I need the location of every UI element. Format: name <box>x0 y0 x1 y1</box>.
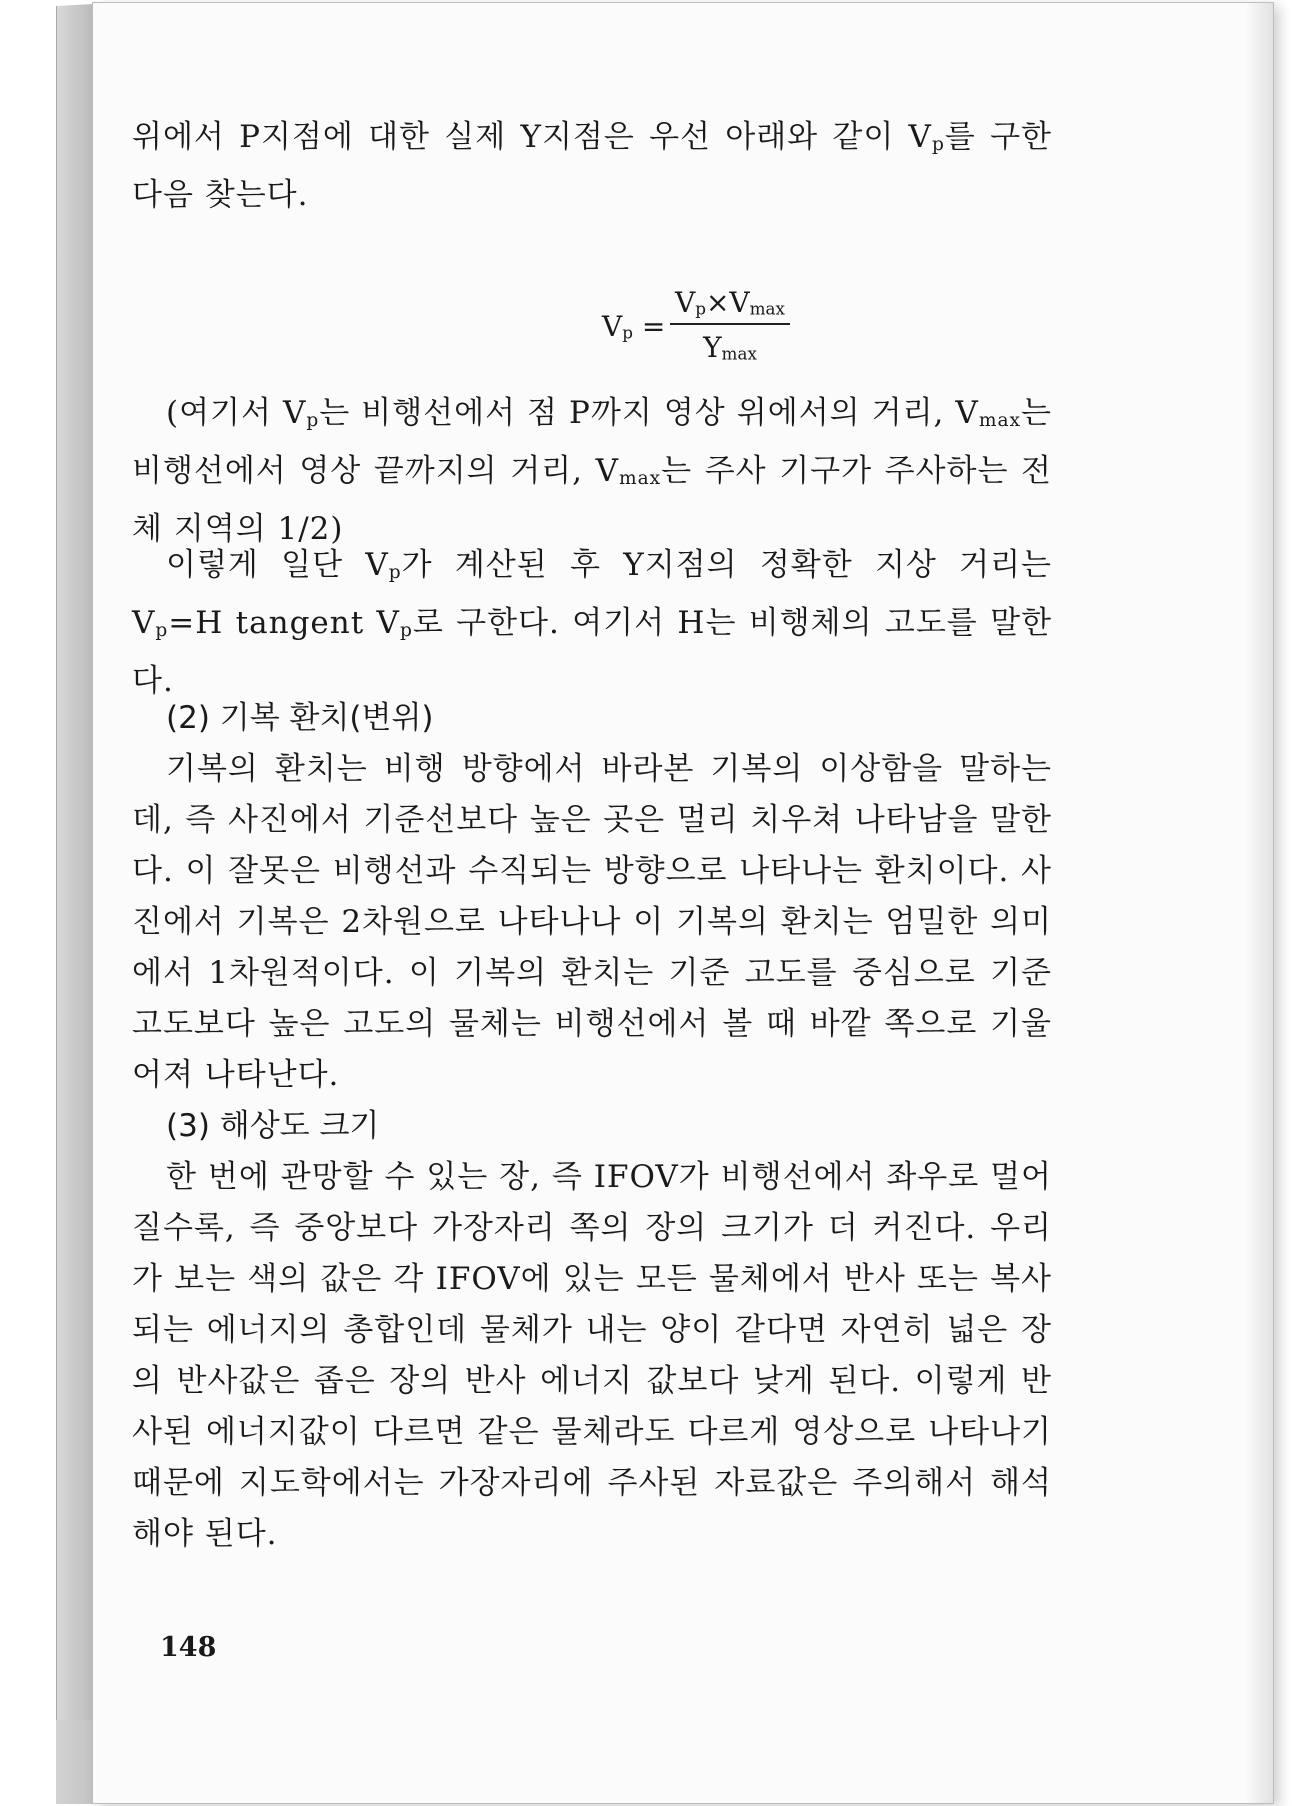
page-number: 148 <box>160 1632 217 1663</box>
calculation-text: 이렇게 일단 $V_p$가 계산된 후 Y지점의 정확한 지상 거리는 $V_p=H$ tangent $V_p$로 구한다. 여기서 H는 비행체의 고도를 말한다. <box>132 547 1053 699</box>
calculation-paragraph <box>132 540 1052 707</box>
formula-fraction <box>670 286 790 364</box>
section-heading-3: (3) 해상도 크기 <box>166 1108 380 1144</box>
book-spine <box>56 4 93 1798</box>
section-3-paragraph <box>132 1152 1052 1560</box>
formula-denominator: $Y_{max}$ <box>703 331 757 364</box>
formula-numerator: $V_p\times V_{max}$ <box>670 286 790 325</box>
definition-paragraph <box>132 388 1052 555</box>
section-3-text: 한 번에 관망할 수 있는 장, 즉 IFOV가 비행선에서 좌우로 멀어질수록, 즉 중앙보다 가장자리 쪽의 장의 크기가 더 커진다. 우리가 보는 색의 값은 각 IFOV에 있는 모든 물체에서 반사 또는 복사되는 에너지의 총합인데 물체가 내는 양이 같다면 자연히 넓은 장의 반사값은 좁은 장의 반사 에너지 값보다 낮게 된다. 이렇게 반사된 에너지값이 다르면 같은 물체라도 다르게 영상으로 나타나기 때문에 지도학에서는 가장자리에 주사된 자료값은 주의해서 해석해야 된다. <box>132 1159 1052 1552</box>
book-spine-bottom <box>56 1720 92 1804</box>
section-2-text: 기복의 환치는 비행 방향에서 바라본 기복의 이상함을 말하는데, 즉 사진에서 기준선보다 높은 곳은 멀리 치우쳐 나타남을 말한다. 이 잘못은 비행선과 수직되는 방향으로 나타나는 환치이다. 사진에서 기복은 2차원으로 나타나나 이 기복의 환치는 엄밀한 의미에서 1차원적이다. 이 기복의 환치는 기준 고도를 중심으로 기준 고도보다 높은 고도의 물체는 비행선에서 볼 때 바깥 쪽으로 기울어져 나타난다. <box>132 751 1052 1093</box>
page-edge-shadow <box>1245 3 1273 1803</box>
intro-text: 위에서 P지점에 대한 실제 Y지점은 우선 아래와 같이 $V_p$를 구한 다음 찾는다. <box>132 119 1052 213</box>
definition-text: (여기서 $V_p$는 비행선에서 점 P까지 영상 위에서의 거리, $V_{max}$는 비행선에서 영상 끝까지의 거리, $V_{max}$는 주사 기구가 주사하는 전체 지역의 1/2) <box>132 395 1052 547</box>
intro-paragraph <box>132 112 1052 221</box>
section-2-paragraph <box>132 744 1052 1101</box>
section-heading-2: (2) 기복 환치(변위) <box>166 700 434 736</box>
formula-lhs: $V_p$ = <box>602 310 666 343</box>
formula-vp <box>510 286 810 376</box>
